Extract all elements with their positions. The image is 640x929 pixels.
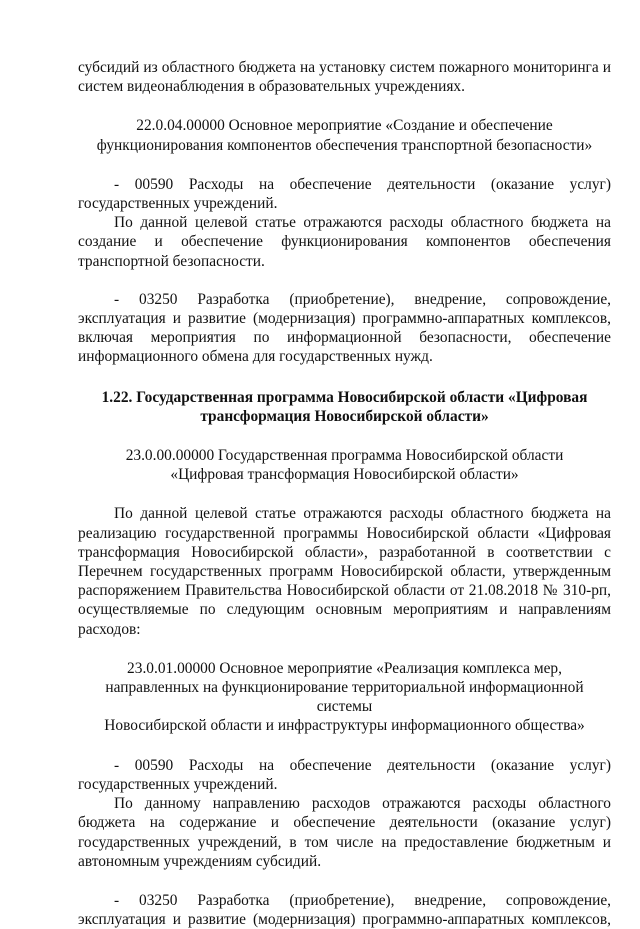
document-page <box>78 58 611 929</box>
text-line: - 03250 Разработка (приобретение), внедрение, сопровождение, <box>114 290 611 308</box>
paragraph-22-0-04 <box>78 213 611 271</box>
heading-23-0-00 <box>78 446 611 484</box>
paragraph-23-0-00 <box>78 504 611 638</box>
text-line: государственных учреждений. <box>78 775 278 793</box>
text-line: По данной целевой статье отражаются расходы областного бюджета на <box>114 505 611 523</box>
text-line: транспортной безопасности. <box>78 252 265 270</box>
text-line: субсидий из областного бюджета на установку систем пожарного мониторинга и <box>78 59 611 76</box>
heading-line: «Цифровая трансформация Новосибирской области» <box>170 466 519 484</box>
text-line: По данному направлению расходов отражаются расходы областного <box>114 795 611 813</box>
text-line: Перечнем государственных программ Новосибирской области, утвержденным <box>78 563 611 581</box>
text-line: - 00590 Расходы на обеспечение деятельности (оказание услуг) <box>114 756 611 774</box>
text-line: автономным учреждениям субсидий. <box>78 852 322 870</box>
text-line: эксплуатация и развитие (модернизация) программно-аппаратных комплексов, <box>78 310 611 328</box>
item-03250-second <box>78 891 611 929</box>
text-line: По данной целевой статье отражаются расходы областного бюджета на <box>114 214 611 232</box>
text-line: создание и обеспечение функционирования компонентов обеспечения <box>78 233 611 251</box>
text-line: осуществляемые по следующим основным мероприятиям и направлениям <box>78 601 611 619</box>
text-line: эксплуатация и развитие (модернизация) программно-аппаратных комплексов, <box>78 911 611 929</box>
heading-line: направленных на функционирование территориальной информационной системы <box>105 679 584 716</box>
heading-line: 22.0.04.00000 Основное мероприятие «Создание и обеспечение <box>136 117 553 135</box>
text-line: информационного обмена для государственных нужд. <box>78 348 433 366</box>
item-00590-second <box>78 756 611 794</box>
heading-line: функционирования компонентов обеспечения транспортной безопасности» <box>96 136 593 154</box>
text-line: - 03250 Разработка (приобретение), внедрение, сопровождение, <box>114 891 611 909</box>
heading-23-0-01 <box>78 659 611 736</box>
text-line: государственных учреждений, в том числе на предоставление бюджетным и <box>78 833 611 851</box>
text-line: систем видеонаблюдения в образовательных учреждениях. <box>78 78 465 96</box>
section-heading-line: 1.22. Государственная программа Новосибирской области «Цифровая <box>101 388 588 406</box>
heading-line: 23.0.01.00000 Основное мероприятие «Реализация комплекса мер, <box>127 659 562 677</box>
text-line: бюджета на содержание и обеспечение деятельности (оказание услуг) <box>78 814 611 832</box>
section-heading-line: трансформация Новосибирской области» <box>200 407 489 425</box>
heading-line: Новосибирской области и инфраструктуры информационного общества» <box>104 717 585 735</box>
heading-22-0-04 <box>78 116 611 154</box>
heading-line: 23.0.00.00000 Государственная программа Новосибирской области <box>125 447 564 465</box>
intro-paragraph <box>78 58 611 96</box>
item-00590-first <box>78 175 611 213</box>
paragraph-23-0-01 <box>78 794 611 871</box>
text-line: реализацию государственной программы Новосибирской области «Цифровая <box>78 524 611 542</box>
section-heading-1-22 <box>78 388 611 426</box>
text-line: трансформация Новосибирской области», разработанной в соответствии с <box>78 543 611 561</box>
text-line: включая мероприятия по информационной безопасности, обеспечение <box>78 329 611 347</box>
text-line: государственных учреждений. <box>78 195 278 213</box>
text-line: - 00590 Расходы на обеспечение деятельности (оказание услуг) <box>114 175 611 193</box>
item-03250-first <box>78 290 611 367</box>
text-line: расходов: <box>78 620 141 638</box>
text-line: распоряжением Правительства Новосибирской области от 21.08.2018 № 310-рп, <box>78 582 611 600</box>
